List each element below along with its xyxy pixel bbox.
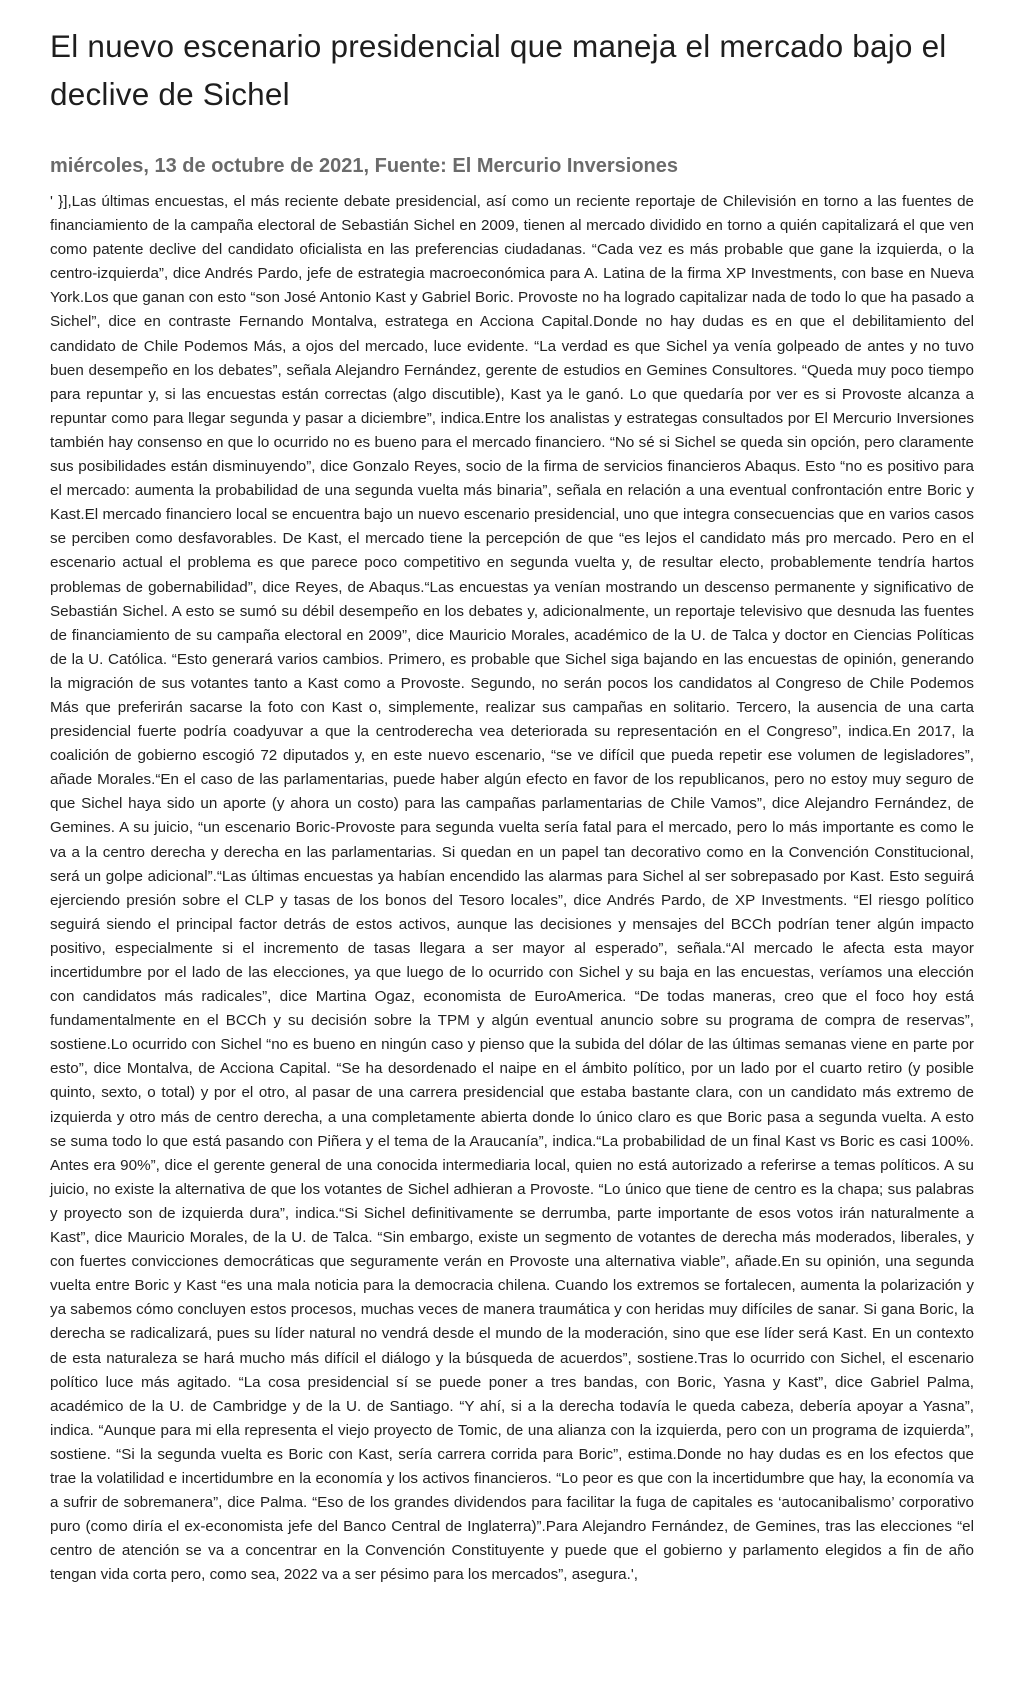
article-dateline: miércoles, 13 de octubre de 2021, Fuente: El Mercurio Inversiones xyxy=(50,155,679,177)
article-title: El nuevo escenario presidencial que maneja el mercado bajo el declive de Sichel xyxy=(50,28,947,112)
article-body: ' }],Las últimas encuestas, el más reciente debate presidencial, así como un reciente reportaje de Chilevisión en torno a las fuentes de financiamiento de la campaña electoral de Sebastián Sichel en 2009, tienen al mercado dividido en torno a quién capitalizará el que ven como patente declive del candidato oficialista en las preferencias ciudadanas. “Cada vez es más probable que gane la izquierda, o la centro-izquierda”, dice Andrés Pardo, jefe de estrategia macroeconómica para A. Latina de la firma XP Investments, con base en Nueva York.Los que ganan con esto “son José Antonio Kast y Gabriel Boric. Provoste no ha logrado capitalizar nada de todo lo que ha pasado a Sichel”, dice en contraste Fernando Montalva, estratega en Acciona Capital.Donde no hay dudas es en que el debilitamiento del candidato de Chile Podemos Más, a ojos del mercado, luce evidente. “La verdad es que Sichel ya venía golpeado de antes y no tuvo buen desempeño en los debates”, señala Alejandro Fernández, gerente de estudios en Gemines Consultores. “Queda muy poco tiempo para repuntar y, si las encuestas están correctas (algo discutible), Kast ya le ganó. Lo que quedaría por ver es si Provoste alcanza a repuntar como para llegar segunda y pasar a diciembre”, indica.Entre los analistas y estrategas consultados por El Mercurio Inversiones también hay consenso en que lo ocurrido no es bueno para el mercado financiero. “No sé si Sichel se queda sin opción, pero claramente sus posibilidades están disminuyendo”, dice Gonzalo Reyes, socio de la firma de servicios financieros Abaqus. Esto “no es positivo para el mercado: aumenta la probabilidad de una segunda vuelta más binaria”, señala en relación a una eventual confrontación entre Boric y Kast.El mercado financiero local se encuentra bajo un nuevo escenario presidencial, uno que integra consecuencias que en varios casos se perciben como desfavorables. De Kast, el mercado tiene la percepción de que “es lejos el candidato más pro mercado. Pero en el escenario actual el problema es que parece poco competitivo en segunda vuelta y, de resultar electo, probablemente tendría hartos problemas de gobernabilidad”, dice Reyes, de Abaqus.“Las encuestas ya venían mostrando un descenso permanente y significativo de Sebastián Sichel. A esto se sumó su débil desempeño en los debates y, adicionalmente, un reportaje televisivo que desnuda las fuentes de financiamiento de su campaña electoral en 2009”, dice Mauricio Morales, académico de la U. de Talca y doctor en Ciencias Políticas de la U. Católica. “Esto generará varios cambios. Primero, es probable que Sichel siga bajando en las encuestas de opinión, generando la migración de sus votantes tanto a Kast como a Provoste. Segundo, no serán pocos los candidatos al Congreso de Chile Podemos Más que preferirán sacarse la foto con Kast o, simplemente, realizar sus campañas en solitario. Tercero, la ausencia de una carta presidencial fuerte podría coadyuvar a que la centroderecha vea deteriorada su representación en el Congreso”, indica.En 2017, la coalición de gobierno escogió 72 diputados y, en este nuevo escenario, “se ve difícil que pueda repetir ese volumen de legisladores”, añade Morales.“En el caso de las parlamentarias, puede haber algún efecto en favor de los republicanos, pero no estoy muy seguro de que Sichel haya sido un aporte (y ahora un costo) para las campañas parlamentarias de Chile Vamos”, dice Alejandro Fernández, de Gemines. A su juicio, “un escenario Boric-Provoste para segunda vuelta sería fatal para el mercado, pero lo más importante es como le va a la centro derecha y derecha en las parlamentarias. Si quedan en un papel tan decorativo como en la Convención Constitucional, será un golpe adicional”.“Las últimas encuestas ya habían encendido las alarmas para Sichel al ser sobrepasado por Kast. Esto seguirá ejerciendo presión sobre el CLP y tasas de los bonos del Tesoro locales”, dice Andrés Pardo, de XP Investments. “El riesgo político seguirá siendo el principal factor detrás de estos activos, aunque las decisiones y mensajes del BCCh podrían tener algún impacto positivo, especialmente si el incremento de tasas llegara a ser mayor al esperado”, señala.“Al mercado le afecta esta mayor incertidumbre por el lado de las elecciones, ya que luego de lo ocurrido con Sichel y su baja en las encuestas, veríamos una elección con candidatos más radicales”, dice Martina Ogaz, economista de EuroAmerica. “De todas maneras, creo que el foco hoy está fundamentalmente en el BCCh y su decisión sobre la TPM y algún eventual anuncio sobre su programa de compra de reservas”, sostiene.Lo ocurrido con Sichel “no es bueno en ningún caso y pienso que la subida del dólar de las últimas semanas viene en parte por esto”, dice Montalva, de Acciona Capital. “Se ha desordenado el naipe en el ámbito político, por un lado por el cuarto retiro (y posible quinto, sexto, o total) y por el otro, al pasar de una carrera presidencial que estaba bastante clara, con un candidato más extremo de izquierda y otro más de centro derecha, a una completamente abierta donde lo único claro es que Boric pasa a segunda vuelta. A esto se suma todo lo que está pasando con Piñera y el tema de la Araucanía”, indica.“La probabilidad de un final Kast vs Boric es casi 100%. Antes era 90%”, dice el gerente general de una conocida intermediaria local, quien no está autorizado a referirse a temas políticos. A su juicio, no existe la alternativa de que los votantes de Sichel adhieran a Provoste. “Lo único que tiene de centro es la chapa; sus palabras y proyecto son de izquierda dura”, indica.“Si Sichel definitivamente se derrumba, parte importante de esos votos irán naturalmente a Kast”, dice Mauricio Morales, de la U. de Talca. “Sin embargo, existe un segmento de votantes de derecha más moderados, liberales, y con fuertes convicciones democráticas que seguramente verán en Provoste una alternativa viable”, añade.En su opinión, una segunda vuelta entre Boric y Kast “es una mala noticia para la democracia chilena. Cuando los extremos se fortalecen, aumenta la polarización y ya sabemos cómo concluyen estos procesos, muchas veces de manera traumática y con heridas muy difíciles de sanar. Si gana Boric, la derecha se radicalizará, pues su líder natural no vendrá desde el mundo de la moderación, sino que ese líder será Kast. En un contexto de esta naturaleza se hará mucho más difícil el diálogo y la búsqueda de acuerdos”, sostiene.Tras lo ocurrido con Sichel, el escenario político luce más agitado. “La cosa presidencial sí se puede poner a tres bandas, con Boric, Yasna y Kast”, dice Gabriel Palma, académico de la U. de Cambridge y de la U. de Santiago. “Y ahí, si a la derecha todavía le queda cabeza, debería apoyar a Yasna”, indica. “Aunque para mi ella representa el viejo proyecto de Tomic, de una alianza con la izquierda, pero con un programa de izquierda”, sostiene. “Si la segunda vuelta es Boric con Kast, sería carrera corrida para Boric”, estima.Donde no hay dudas es en los efectos que trae la volatilidad e incertidumbre en la economía y los activos financieros. “Lo peor es que con la incertidumbre que hay, la economía va a sufrir de sobremanera”, dice Palma. “Eso de los grandes dividendos para facilitar la fuga de capitales es ‘autocanibalismo’ corporativo puro (como diría el ex-economista jefe del Banco Central de Inglaterra)”.Para Alejandro Fernández, de Gemines, tras las elecciones “el centro de atención se va a concentrar en la Convención Constituyente y puede que el gobierno y parlamento elegidos a fin de año tengan vida corta pero, como sea, 2022 va a ser pésimo para los mercados”, asegura.', xyxy=(50,193,974,1584)
